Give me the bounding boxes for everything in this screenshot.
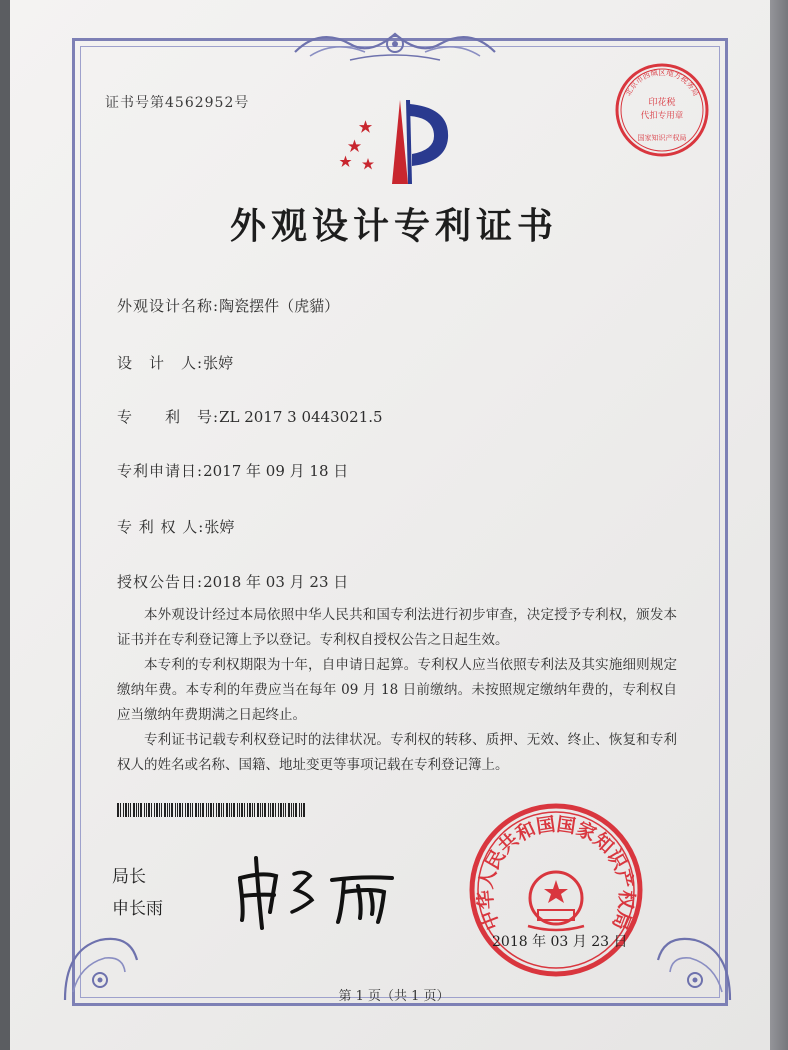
body-paragraph: 本外观设计经过本局依照中华人民共和国专利法进行初步审查，决定授予专利权，颁发本证书并在专利登记簿上予以登记。专利权自授权公告之日起生效。 bbox=[117, 607, 677, 648]
field-application-date bbox=[117, 460, 348, 481]
cnipa-logo-icon bbox=[338, 96, 468, 188]
field-value: ZL 2017 3 0443021.5 bbox=[219, 408, 383, 426]
tax-stamp-ring-text: 北京市西城区地方税务局 bbox=[623, 67, 701, 98]
page-number: 第 1 页（共 1 页） bbox=[338, 989, 450, 1004]
field-label: 专 利 权 人: bbox=[117, 518, 205, 536]
official-seal-icon bbox=[468, 802, 644, 978]
field-value: 2018 年 03 月 23 日 bbox=[203, 573, 349, 591]
director-name: 申长雨 bbox=[112, 899, 163, 919]
field-design-name bbox=[117, 295, 339, 316]
barcode-icon bbox=[117, 803, 307, 817]
field-value: 陶瓷摆件（虎貓） bbox=[219, 297, 340, 315]
svg-text:北京市西城区地方税务局 bbox=[622, 67, 700, 98]
certificate-body bbox=[117, 603, 677, 778]
field-designer bbox=[117, 352, 233, 373]
field-label: 外观设计名称: bbox=[117, 297, 220, 315]
certificate-number: 证书号第4562952号 bbox=[105, 95, 250, 111]
top-ornament-icon bbox=[290, 22, 500, 66]
field-grant-date bbox=[117, 571, 348, 592]
field-label: 专利申请日: bbox=[117, 462, 204, 480]
field-label: 授权公告日: bbox=[117, 573, 204, 591]
director-title: 局长 bbox=[112, 867, 146, 887]
field-patentee bbox=[117, 516, 234, 537]
body-paragraph: 本专利的专利权期限为十年，自申请日起算。专利权人应当依照专利法及其实施细则规定缴纳年费。本专利的年费应当在每年 09 月 18 日前缴纳。未按照规定缴纳年费的，专利权自应当缴纳年费期满之日起终止。 bbox=[117, 657, 677, 723]
field-patent-number bbox=[117, 406, 383, 427]
field-label: 专 利 号: bbox=[117, 408, 220, 426]
field-value: 张婷 bbox=[203, 354, 234, 372]
body-paragraph: 专利证书记载专利权登记时的法律状况。专利权的转移、质押、无效、终止、恢复和专利权人的姓名或名称、国籍、地址变更等事项记载在专利登记簿上。 bbox=[117, 732, 677, 773]
seal-ring-text: 中华人民共和国国家知识产权局 bbox=[474, 813, 638, 933]
tax-stamp-line1: 印花税 bbox=[648, 98, 676, 108]
seal-date: 2018 年 03 月 23 日 bbox=[492, 934, 628, 950]
tax-stamp-icon bbox=[612, 60, 712, 160]
tax-stamp-line2: 代扣专用章 bbox=[640, 111, 684, 121]
field-label: 设 计 人: bbox=[117, 354, 204, 372]
document-title: 外观设计专利证书 bbox=[229, 205, 558, 247]
field-value: 2017 年 09 月 18 日 bbox=[203, 462, 349, 480]
field-value: 张婷 bbox=[204, 518, 235, 536]
tax-stamp-bottom: 国家知识产权局 bbox=[637, 134, 687, 142]
director-signature bbox=[232, 850, 412, 930]
